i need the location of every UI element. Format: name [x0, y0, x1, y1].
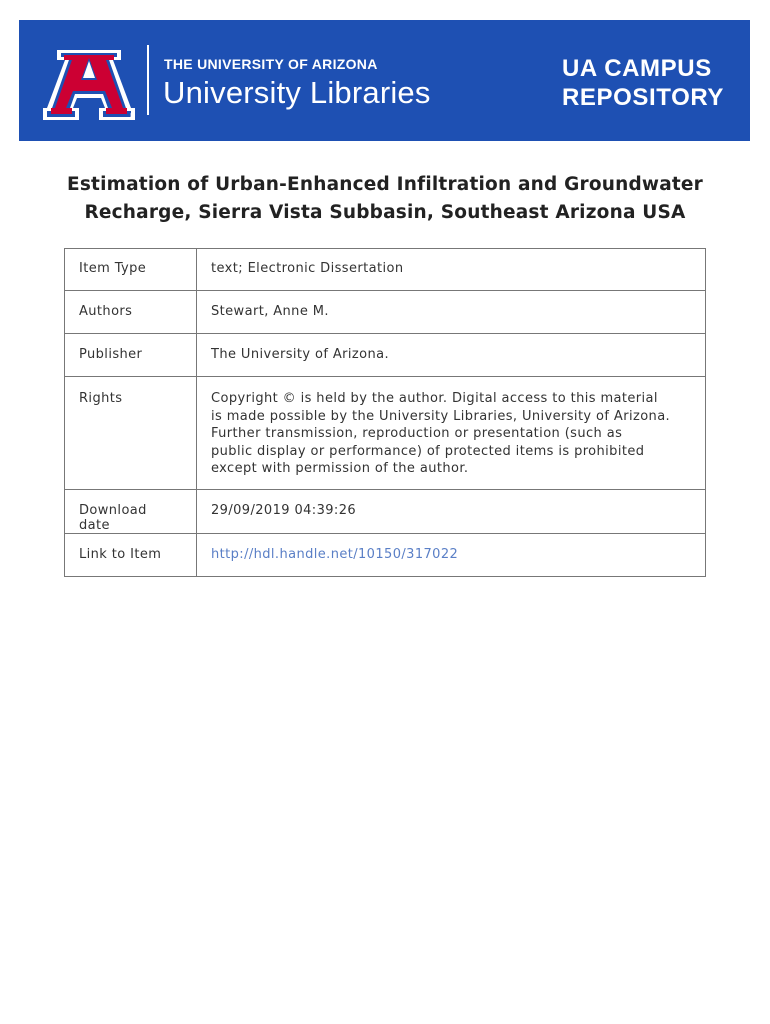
metadata-label-download-date: Download date	[65, 490, 197, 534]
rights-line: public display or performance) of protected items is prohibited	[211, 443, 645, 459]
metadata-table	[64, 248, 706, 577]
metadata-value-download-date: 29/09/2019 04:39:26	[197, 490, 706, 534]
rights-line: Further transmission, reproduction or presentation (such as	[211, 426, 623, 441]
table-row	[65, 249, 706, 291]
document-title	[40, 171, 730, 227]
header-banner	[19, 20, 750, 141]
metadata-label-item-type: Item Type	[65, 249, 197, 291]
rights-line: except with permission of the author.	[211, 461, 469, 476]
svg-text:®: ®	[129, 112, 136, 120]
title-line-1: Estimation of Urban-Enhanced Infiltration and Groundwater	[66, 174, 704, 195]
table-row	[65, 334, 706, 377]
rights-line: is made possible by the University Libraries, University of Arizona.	[211, 408, 671, 424]
metadata-label-authors: Authors	[65, 291, 197, 334]
table-row	[65, 490, 706, 534]
repository-line-1: UA CAMPUS	[561, 55, 712, 82]
table-row	[65, 377, 706, 490]
metadata-value-link	[197, 534, 706, 577]
header-divider	[147, 45, 149, 115]
metadata-label-link: Link to Item	[65, 534, 197, 577]
table-row	[65, 291, 706, 334]
metadata-value-rights	[197, 377, 706, 490]
university-name: THE UNIVERSITY OF ARIZONA	[164, 56, 378, 72]
metadata-label-rights: Rights	[65, 377, 197, 490]
title-line-2: Recharge, Sierra Vista Subbasin, Southeast Arizona USA	[84, 202, 686, 223]
rights-line: Copyright © is held by the author. Digital access to this material	[211, 391, 658, 406]
item-link[interactable]: http://hdl.handle.net/10150/317022	[211, 547, 459, 562]
metadata-value-authors: Stewart, Anne M.	[197, 291, 706, 334]
arizona-block-a-icon	[43, 42, 135, 120]
metadata-value-publisher: The University of Arizona.	[197, 334, 706, 377]
repository-line-2: REPOSITORY	[561, 84, 724, 111]
metadata-label-publisher: Publisher	[65, 334, 197, 377]
libraries-name: University Libraries	[163, 75, 431, 110]
table-row	[65, 534, 706, 577]
metadata-value-item-type: text; Electronic Dissertation	[197, 249, 706, 291]
repository-label	[562, 54, 724, 112]
